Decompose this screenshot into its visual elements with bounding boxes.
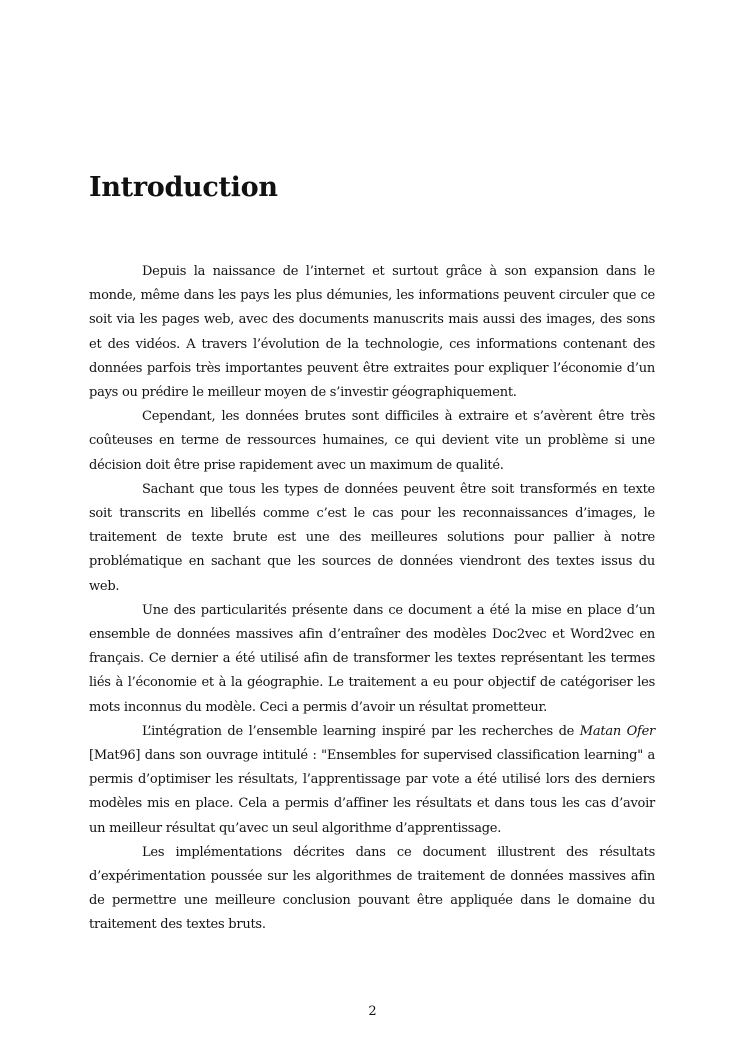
page-title: Introduction bbox=[89, 172, 278, 203]
paragraph-2: Cependant, les données brutes sont difficiles à extraire et s’avèrent être très coûteuses en terme de ressources humaines, ce qui devient vite un problème si une décision doit être prise rapidement avec un maximum de qualité. bbox=[89, 409, 655, 473]
body-text bbox=[89, 260, 655, 938]
paragraph-5-after: [Mat96] dans son ouvrage intitulé : "Ensembles for supervised classification learning" a permis d’optimiser les résultats, l’apprentissage par vote a été utilisé lors des derniers modèles mis en place. Cela a permis d’affiner les résultats et dans tous les cas d’avoir un meilleur résultat qu’avec un seul algorithme d’apprentissage. bbox=[89, 748, 655, 836]
author-name: Matan Ofer bbox=[579, 723, 655, 739]
paragraph-4: Une des particularités présente dans ce document a été la mise en place d’un ensemble de données massives afin d’entraîner des modèles Doc2vec et Word2vec en français. Ce dernier a été utilisé afin de transformer les textes représentant les termes liés à l’économie et à la géographie. Le traitement a eu pour objectif de catégoriser les mots inconnus du modèle. Ceci a permis d’avoir un résultat prometteur. bbox=[89, 602, 655, 715]
paragraph-5 bbox=[89, 720, 655, 841]
paragraph-3: Sachant que tous les types de données peuvent être soit transformés en texte soit transcrits en libellés comme c’est le cas pour les reconnaissances d’images, le traitement de texte brute est une des meilleures solutions pour pallier à notre problématique en sachant que les sources de données viendront des textes issus du web. bbox=[89, 481, 655, 594]
page-number: 2 bbox=[368, 1004, 377, 1019]
paragraph-5-before: L’intégration de l’ensemble learning inspiré par les recherches de bbox=[142, 723, 580, 739]
paragraph-6: Les implémentations décrites dans ce document illustrent des résultats d’expérimentation poussée sur les algorithmes de traitement de données massives afin de permettre une meilleure conclusion pouvant être appliquée dans le domaine du traitement des textes bruts. bbox=[89, 844, 655, 933]
paragraph-1: Depuis la naissance de l’internet et surtout grâce à son expansion dans le monde, même dans les pays les plus démunies, les informations peuvent circuler que ce soit via les pages web, avec des documents manuscrits mais aussi des images, des sons et des vidéos. A travers l’évolution de la technologie, ces informations contenant des données parfois très importantes peuvent être extraites pour expliquer l’économie d’un pays ou prédire le meilleur moyen de s’investir géographiquement. bbox=[89, 264, 655, 401]
